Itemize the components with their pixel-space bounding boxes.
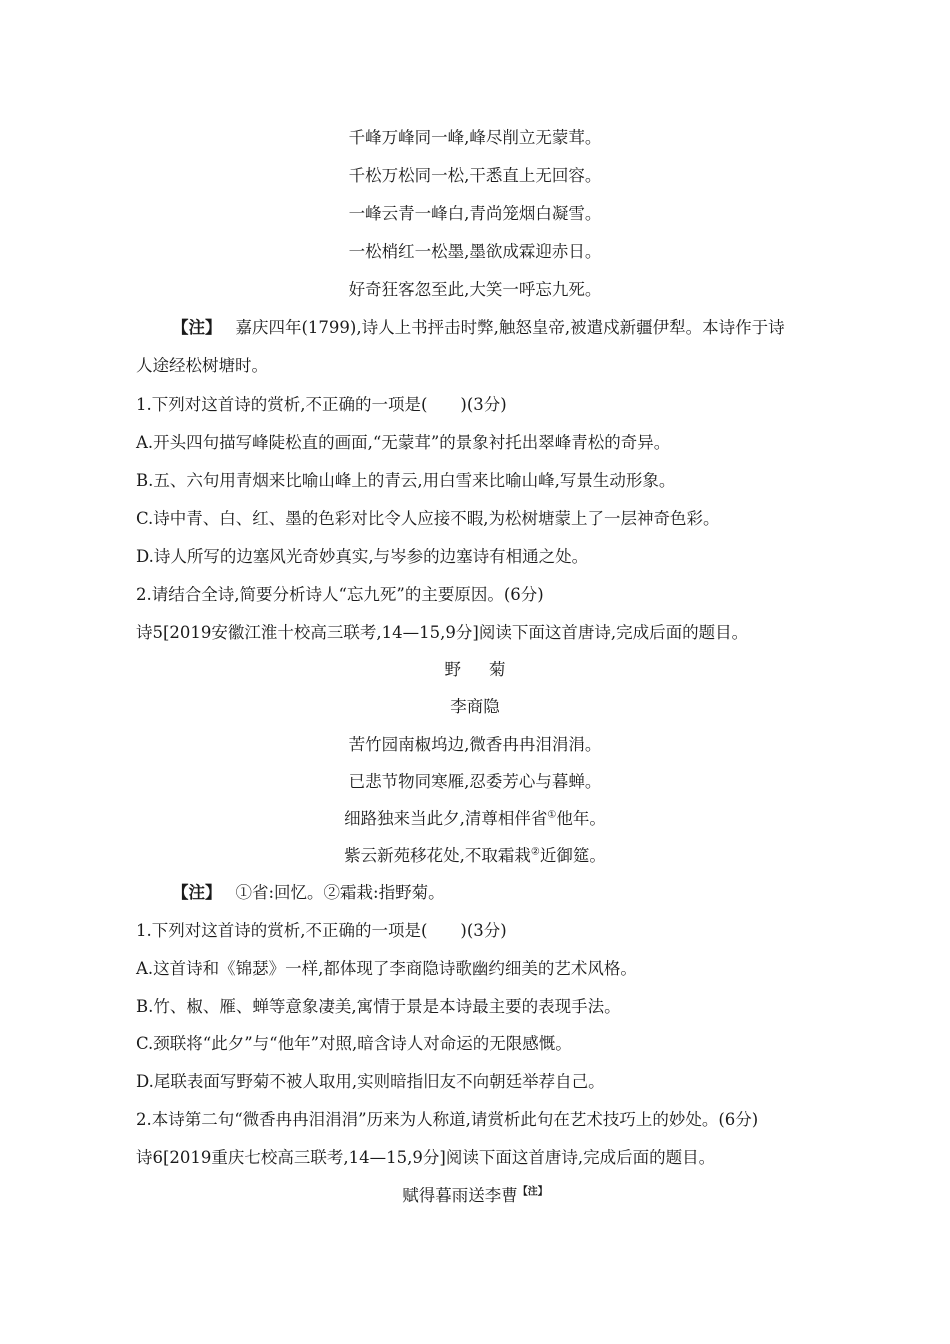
poem4-option-d: D.诗人所写的边塞风光奇妙真实,与岑参的边塞诗有相通之处。 [136, 547, 589, 566]
poem5-line-1: 苦竹园南椒坞边,微香冉冉泪涓涓。 [348, 735, 602, 754]
poem4-line-2: 千松万松同一松,干悉直上无回容。 [348, 166, 602, 185]
poem4-note [172, 317, 785, 339]
poem5-intro: 诗5[2019安徽江淮十校高三联考,14—15,9分]阅读下面这首唐诗,完成后面的题目。 [136, 623, 749, 642]
poem4-question-2: 2.请结合全诗,简要分析诗人“忘九死”的主要原因。(6分) [136, 585, 544, 604]
poem4-note-cont: 人途经松树塘时。 [136, 356, 268, 375]
poem5-line-3-part-b: 他年。 [556, 809, 606, 828]
poem5-line-2: 已悲节物同寒雁,忍委芳心与暮蝉。 [348, 772, 602, 791]
poem4-line-1: 千峰万峰同一峰,峰尽削立无蒙茸。 [348, 128, 602, 147]
poem5-line-4 [0, 845, 950, 867]
poem5-title-char-1: 野 [444, 660, 461, 679]
poem5-note [172, 882, 445, 904]
footnote-mark-2: ② [530, 846, 540, 858]
poem5-option-c: C.颈联将“此夕”与“他年”对照,暗含诗人对命运的无限感慨。 [136, 1034, 572, 1053]
poem5-option-a: A.这首诗和《锦瑟》一样,都体现了李商隐诗歌幽约细美的艺术风格。 [136, 959, 637, 978]
poem4-line-3: 一峰云青一峰白,青尚笼烟白凝雪。 [348, 204, 602, 223]
poem4-option-a: A.开头四句描写峰陡松直的画面,“无蒙茸”的景象衬托出翠峰青松的奇异。 [136, 433, 671, 452]
poem5-title [0, 659, 950, 681]
note-text: 嘉庆四年(1799),诗人上书抨击时弊,触怒皇帝,被遣戍新疆伊犁。本诗作于诗 [235, 318, 785, 337]
poem5-option-d: D.尾联表面写野菊不被人取用,实则暗指旧友不向朝廷举荐自己。 [136, 1072, 605, 1091]
poem5-author: 李商隐 [450, 697, 500, 716]
footnote-mark-note: 【注】 [517, 1186, 548, 1198]
note-label: 【注】 [172, 883, 222, 902]
poem4-option-b: B.五、六句用青烟来比喻山峰上的青云,用白雪来比喻山峰,写景生动形象。 [136, 471, 676, 490]
poem5-line-3-part-a: 细路独来当此夕,清尊相伴省 [344, 809, 548, 828]
poem5-line-4-part-a: 紫云新苑移花处,不取霜栽 [344, 846, 531, 865]
note-text: ①省:回忆。②霜栽:指野菊。 [235, 883, 445, 902]
poem5-line-4-part-b: 近御筵。 [539, 846, 606, 865]
poem4-option-c: C.诗中青、白、红、墨的色彩对比令人应接不暇,为松树塘蒙上了一层神奇色彩。 [136, 509, 720, 528]
footnote-mark-1: ① [547, 809, 557, 821]
poem4-question-1: 1.下列对这首诗的赏析,不正确的一项是( )(3分) [136, 395, 507, 414]
poem4-line-5: 好奇狂客忽至此,大笑一呼忘九死。 [348, 280, 602, 299]
poem5-option-b: B.竹、椒、雁、蝉等意象凄美,寓情于景是本诗最主要的表现手法。 [136, 997, 621, 1016]
poem5-question-1: 1.下列对这首诗的赏析,不正确的一项是( )(3分) [136, 921, 507, 940]
poem4-line-4: 一松梢红一松墨,墨欲成霖迎赤日。 [348, 242, 602, 261]
poem5-title-char-2: 菊 [489, 660, 506, 679]
poem6-title-text: 赋得暮雨送李曹 [402, 1186, 518, 1205]
poem6-intro: 诗6[2019重庆七校高三联考,14—15,9分]阅读下面这首唐诗,完成后面的题目。 [136, 1148, 716, 1167]
poem6-title [0, 1185, 950, 1207]
note-label: 【注】 [172, 318, 222, 337]
poem5-line-3 [0, 808, 950, 830]
poem5-question-2: 2.本诗第二句“微香冉冉泪涓涓”历来为人称道,请赏析此句在艺术技巧上的妙处。(6分) [136, 1110, 759, 1129]
